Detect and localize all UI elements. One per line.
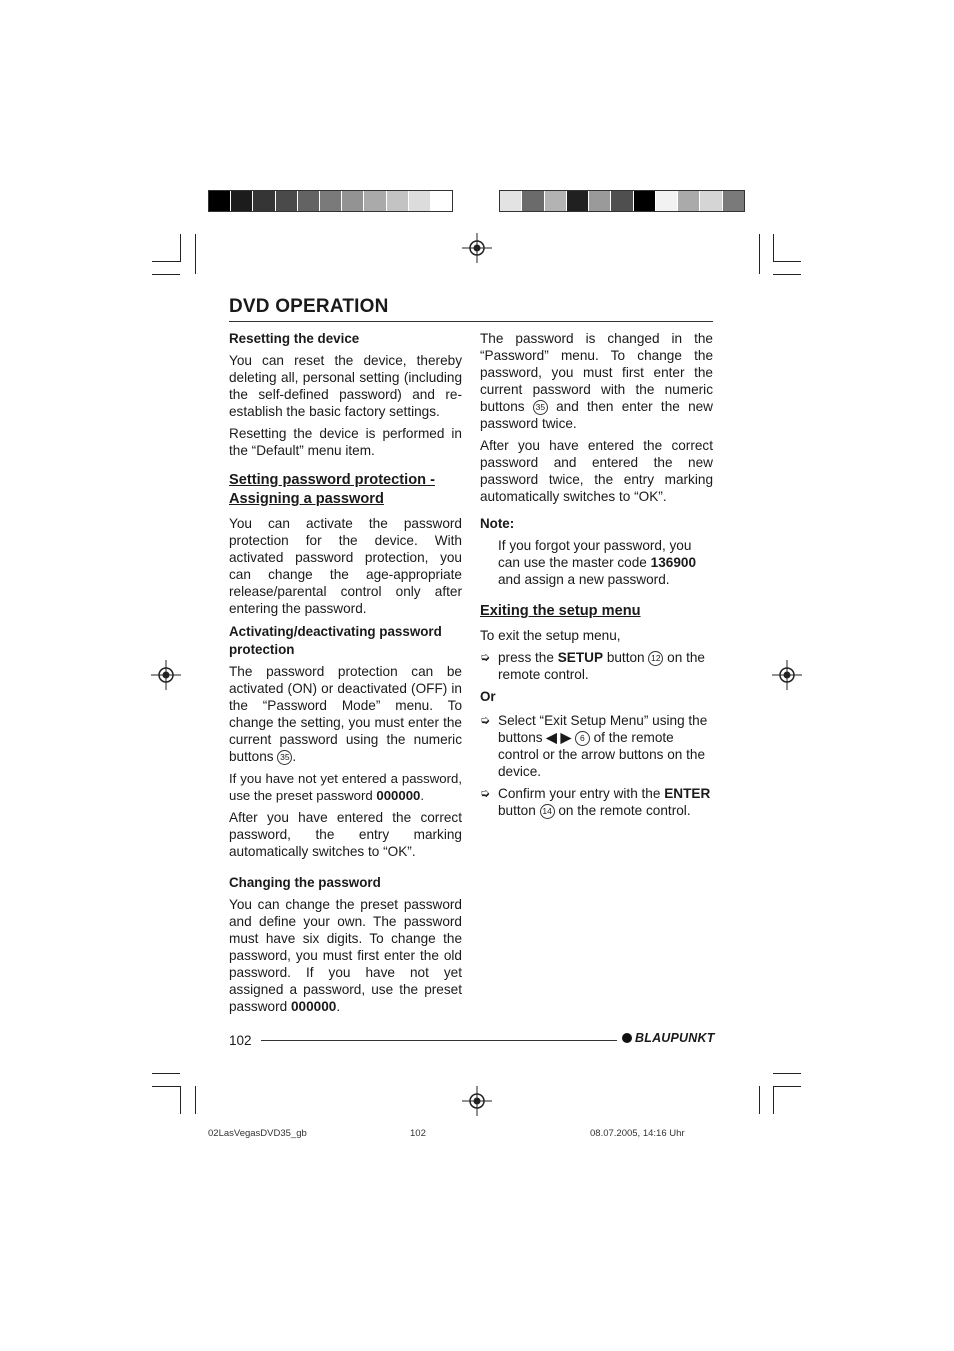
change-paragraph: You can change the preset password and define your own. The password must have six digits. To change the password, you must first enter the old password. If you have not yet assigned a password, use the preset password 000000. <box>229 897 462 1014</box>
bullet-text-start: Select “Exit Setup Menu” using the buttons <box>498 713 708 745</box>
crop-mark <box>180 234 181 262</box>
calibration-swatch <box>298 191 320 211</box>
activate-heading: Activating/deactivating password protection <box>229 624 442 657</box>
calibration-swatch <box>342 191 364 211</box>
registration-mark-icon <box>151 660 181 690</box>
crop-mark <box>773 261 801 262</box>
bullet-item <box>480 712 713 780</box>
page-number: 102 <box>229 1033 252 1048</box>
crop-mark <box>759 234 760 274</box>
bullet-text-mid: button <box>606 650 645 665</box>
password-paragraph: You can activate the password protection for the device. With activated password protection, you can change the age-appropriate release/parental control only after entering the password. <box>229 516 462 616</box>
bullet-text <box>498 712 713 780</box>
crop-mark <box>195 234 196 274</box>
footer-divider <box>261 1040 617 1041</box>
crop-mark <box>773 1073 801 1074</box>
calibration-swatch <box>589 191 611 211</box>
bullet-text <box>498 785 713 819</box>
hand-pointer-icon: ➭ <box>480 786 491 800</box>
calibration-swatch <box>611 191 633 211</box>
numeric-button-ref-icon: 35 <box>277 750 292 765</box>
crop-mark <box>152 1073 180 1074</box>
calibration-swatch <box>320 191 342 211</box>
print-timestamp: 08.07.2005, 14:16 Uhr <box>590 1128 685 1139</box>
crop-mark <box>773 1086 801 1087</box>
exit-intro: To exit the setup menu, <box>480 628 621 643</box>
note-text-start: If you forgot your password, you can use the master code <box>498 538 692 570</box>
calibration-swatch <box>253 191 275 211</box>
title-divider <box>229 321 713 322</box>
bullet-text-end: on the remote control. <box>498 650 705 682</box>
note-label: Note: <box>480 516 515 531</box>
calibration-swatch <box>656 191 678 211</box>
calibration-swatch <box>567 191 589 211</box>
reset-paragraph-2: Resetting the device is performed in the “Default” menu item. <box>229 426 462 458</box>
calibration-swatch <box>634 191 656 211</box>
enter-key-label: ENTER <box>664 786 711 801</box>
activate-paragraph-3: After you have entered the correct password, the entry marking automatically switches to “OK”. <box>229 810 462 859</box>
activate-paragraph-1: The password protection can be activated (ON) or deactivated (OFF) in the “Password Mode” menu. To change the setting, you must enter the current password using the numeric buttons 35 . <box>229 664 462 764</box>
bullet-text <box>498 649 713 683</box>
calibration-swatch <box>231 191 253 211</box>
bullet-text-start: Confirm your entry with the <box>498 786 661 801</box>
calibration-swatch <box>409 191 431 211</box>
calibration-swatch <box>387 191 409 211</box>
bullet-text-end: on the remote control. <box>558 803 691 818</box>
calibration-swatch <box>723 191 744 211</box>
crop-mark <box>152 274 180 275</box>
preset-password-code: 000000 <box>376 788 421 803</box>
hand-pointer-icon: ➭ <box>480 650 491 664</box>
note-text-end: and assign a new password. <box>498 572 670 587</box>
calibration-swatch <box>500 191 522 211</box>
confirm-paragraph: After you have entered the correct password and entered the new password twice, the entry marking automatically switches to “OK”. <box>480 438 713 504</box>
left-column <box>229 330 462 1020</box>
color-calibration-bar-right <box>499 190 745 212</box>
password-section-heading: Setting password protection - Assigning a password <box>229 472 435 507</box>
page-title: DVD OPERATION <box>229 296 389 317</box>
setup-button-ref-icon: 12 <box>648 651 663 666</box>
registration-mark-icon <box>462 233 492 263</box>
setup-key-label: SETUP <box>557 650 604 665</box>
brand-logo <box>622 1031 715 1045</box>
activate-paragraph-2: If you have not yet entered a password, use the preset password 000000. <box>229 771 462 803</box>
bullet-text-start: press the <box>498 650 554 665</box>
calibration-swatch <box>678 191 700 211</box>
bullet-text-mid: button <box>498 803 536 818</box>
calibration-swatch <box>364 191 386 211</box>
print-page-number: 102 <box>410 1128 426 1139</box>
calibration-swatch <box>209 191 231 211</box>
change-paragraph-text: You can change the preset password and define your own. The password must have six digits. To change the password, you must first enter the old password. If you have not yet assigned a password, use the preset password <box>229 897 462 1014</box>
reset-paragraph-1: You can reset the device, thereby deleting all, personal setting (including the self-defined password) and re-establish the basic factory settings. <box>229 353 462 419</box>
registration-mark-icon <box>462 1086 492 1116</box>
bullet-item <box>480 649 713 683</box>
calibration-swatch <box>522 191 544 211</box>
activate-paragraph-1-text: The password protection can be activated (ON) or deactivated (OFF) in the “Password Mode” menu. To change the setting, you must enter the current password using the numeric buttons <box>229 664 462 764</box>
bullet-text-end: of the remote control or the arrow buttons on the device. <box>498 730 706 779</box>
crop-mark <box>773 274 801 275</box>
reset-heading: Resetting the device <box>229 331 360 346</box>
crop-mark <box>773 1086 774 1114</box>
change-heading: Changing the password <box>229 875 381 890</box>
enter-button-ref-icon: 14 <box>540 804 555 819</box>
calibration-swatch <box>700 191 722 211</box>
change-info-paragraph <box>480 330 713 432</box>
arrow-buttons-icon: ◀ ▶ <box>546 730 572 745</box>
calibration-swatch <box>276 191 298 211</box>
print-file-name: 02LasVegasDVD35_gb <box>208 1128 307 1139</box>
crop-mark <box>152 261 180 262</box>
crop-mark <box>180 1086 181 1114</box>
crop-mark <box>195 1086 196 1114</box>
brand-dot-icon <box>622 1033 632 1043</box>
preset-password-code: 000000 <box>290 999 337 1014</box>
crop-mark <box>152 1086 180 1087</box>
exit-section-heading: Exiting the setup menu <box>480 603 641 619</box>
brand-name: BLAUPUNKT <box>635 1031 715 1045</box>
note-text <box>480 537 713 588</box>
or-label: Or <box>480 689 496 704</box>
arrow-button-ref-icon: 6 <box>575 731 590 746</box>
master-code: 136900 <box>650 555 697 570</box>
change-info-text: The password is changed in the “Password” menu. To change the password, you must first enter the current password with the numeric buttons <box>480 331 713 414</box>
bullet-item <box>480 785 713 819</box>
color-calibration-bar-left <box>208 190 453 212</box>
hand-pointer-icon: ➭ <box>480 713 491 727</box>
right-column <box>480 330 713 824</box>
activate-paragraph-2-text: If you have not yet entered a password, use the preset password <box>229 771 462 803</box>
calibration-swatch <box>431 191 452 211</box>
registration-mark-icon <box>772 660 802 690</box>
numeric-button-ref-icon: 35 <box>533 400 548 415</box>
calibration-swatch <box>545 191 567 211</box>
crop-mark <box>759 1086 760 1114</box>
change-info-text-end: and then enter the new password twice. <box>480 399 714 431</box>
crop-mark <box>773 234 774 262</box>
